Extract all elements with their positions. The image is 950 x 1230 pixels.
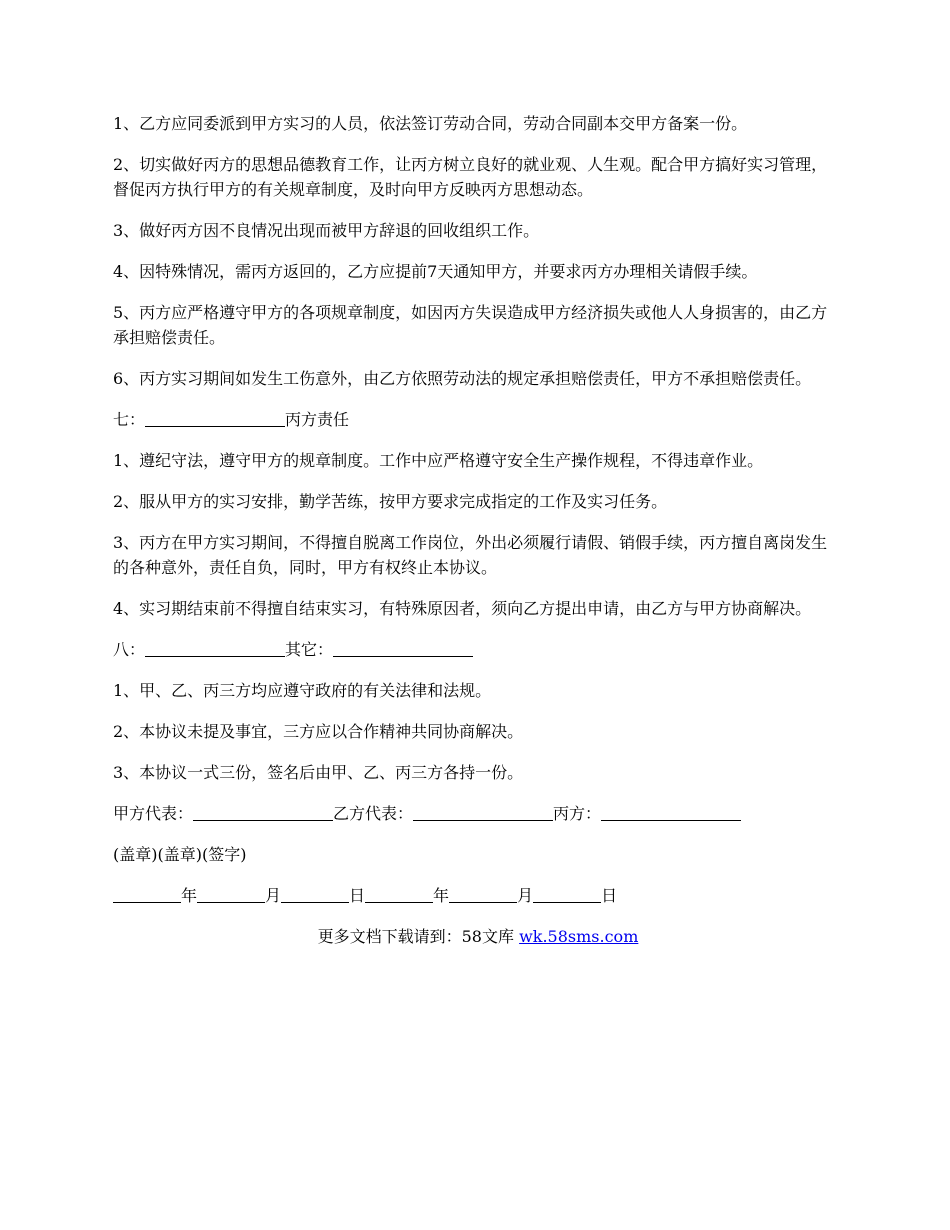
clause-b-5: 5、丙方应严格遵守甲方的各项规章制度，如因丙方失误造成甲方经济损失或他人人身损害的，由乙方承担赔偿责任。 <box>113 303 828 347</box>
clause-b-3: 3、做好丙方因不良情况出现而被甲方辞退的回收组织工作。 <box>113 221 540 240</box>
section-7-prefix: 七： <box>113 410 146 429</box>
date-day: 日 <box>349 886 366 905</box>
date-month: 月 <box>265 886 282 905</box>
footer-text: 更多文档下载请到：58文库 <box>317 927 520 946</box>
clause-d-1: 1、甲、乙、丙三方均应遵守政府的有关法律和法规。 <box>113 681 492 700</box>
clause-b-6: 6、丙方实习期间如发生工伤意外，由乙方依照劳动法的规定承担赔偿责任，甲方不承担赔偿责任。 <box>113 369 812 388</box>
clause-b-2: 2、切实做好丙方的思想品德教育工作，让丙方树立良好的就业观、人生观。配合甲方搞好实习管理，督促丙方执行甲方的有关规章制度，及时向甲方反映丙方思想动态。 <box>113 155 828 199</box>
section-8-prefix: 八： <box>113 640 146 659</box>
clause-d-3: 3、本协议一式三份，签名后由甲、乙、丙三方各持一份。 <box>113 763 524 782</box>
date-year-2: 年 <box>433 886 450 905</box>
section-8-heading <box>113 637 843 662</box>
blank-line <box>145 408 285 427</box>
clause-d-2: 2、本协议未提及事宜，三方应以合作精神共同协商解决。 <box>113 722 524 741</box>
clause-c-4: 4、实习期结束前不得擅自结束实习，有特殊原因者，须向乙方提出申请，由乙方与甲方协商解决。 <box>113 599 812 618</box>
signature-line <box>113 801 843 826</box>
seal-line: (盖章)(盖章)(签字) <box>113 845 247 864</box>
date-day-2: 日 <box>601 886 618 905</box>
document-body <box>113 111 843 965</box>
clause-c-1: 1、遵纪守法，遵守甲方的规章制度。工作中应严格遵守安全生产操作规程，不得违章作业。 <box>113 451 764 470</box>
blank-line <box>533 884 601 903</box>
blank-line <box>449 884 517 903</box>
section-8-title: 其它： <box>285 640 334 659</box>
clause-b-1: 1、乙方应同委派到甲方实习的人员，依法签订劳动合同，劳动合同副本交甲方备案一份。 <box>113 114 748 133</box>
party-c-blank <box>601 802 741 821</box>
date-line <box>113 883 843 908</box>
party-b-blank <box>413 802 553 821</box>
blank-line <box>333 638 473 657</box>
footer-link[interactable]: wk.58sms.com <box>519 927 639 946</box>
party-a-label: 甲方代表： <box>113 804 194 823</box>
blank-line <box>281 884 349 903</box>
blank-line <box>365 884 433 903</box>
blank-line <box>197 884 265 903</box>
section-7-title: 丙方责任 <box>285 410 350 429</box>
footer <box>113 924 843 949</box>
clause-c-3: 3、丙方在甲方实习期间，不得擅自脱离工作岗位，外出必须履行请假、销假手续，丙方擅自离岗发生的各种意外，责任自负，同时，甲方有权终止本协议。 <box>113 533 828 577</box>
blank-line <box>113 884 181 903</box>
date-year: 年 <box>181 886 198 905</box>
blank-line <box>145 638 285 657</box>
clause-b-4: 4、因特殊情况，需丙方返回的，乙方应提前7天通知甲方，并要求丙方办理相关请假手续。 <box>113 262 758 281</box>
party-c-label: 丙方： <box>553 804 602 823</box>
clause-c-2: 2、服从甲方的实习安排，勤学苦练，按甲方要求完成指定的工作及实习任务。 <box>113 492 668 511</box>
date-month-2: 月 <box>517 886 534 905</box>
section-7-heading <box>113 407 843 432</box>
party-b-label: 乙方代表： <box>333 804 414 823</box>
party-a-blank <box>193 802 333 821</box>
